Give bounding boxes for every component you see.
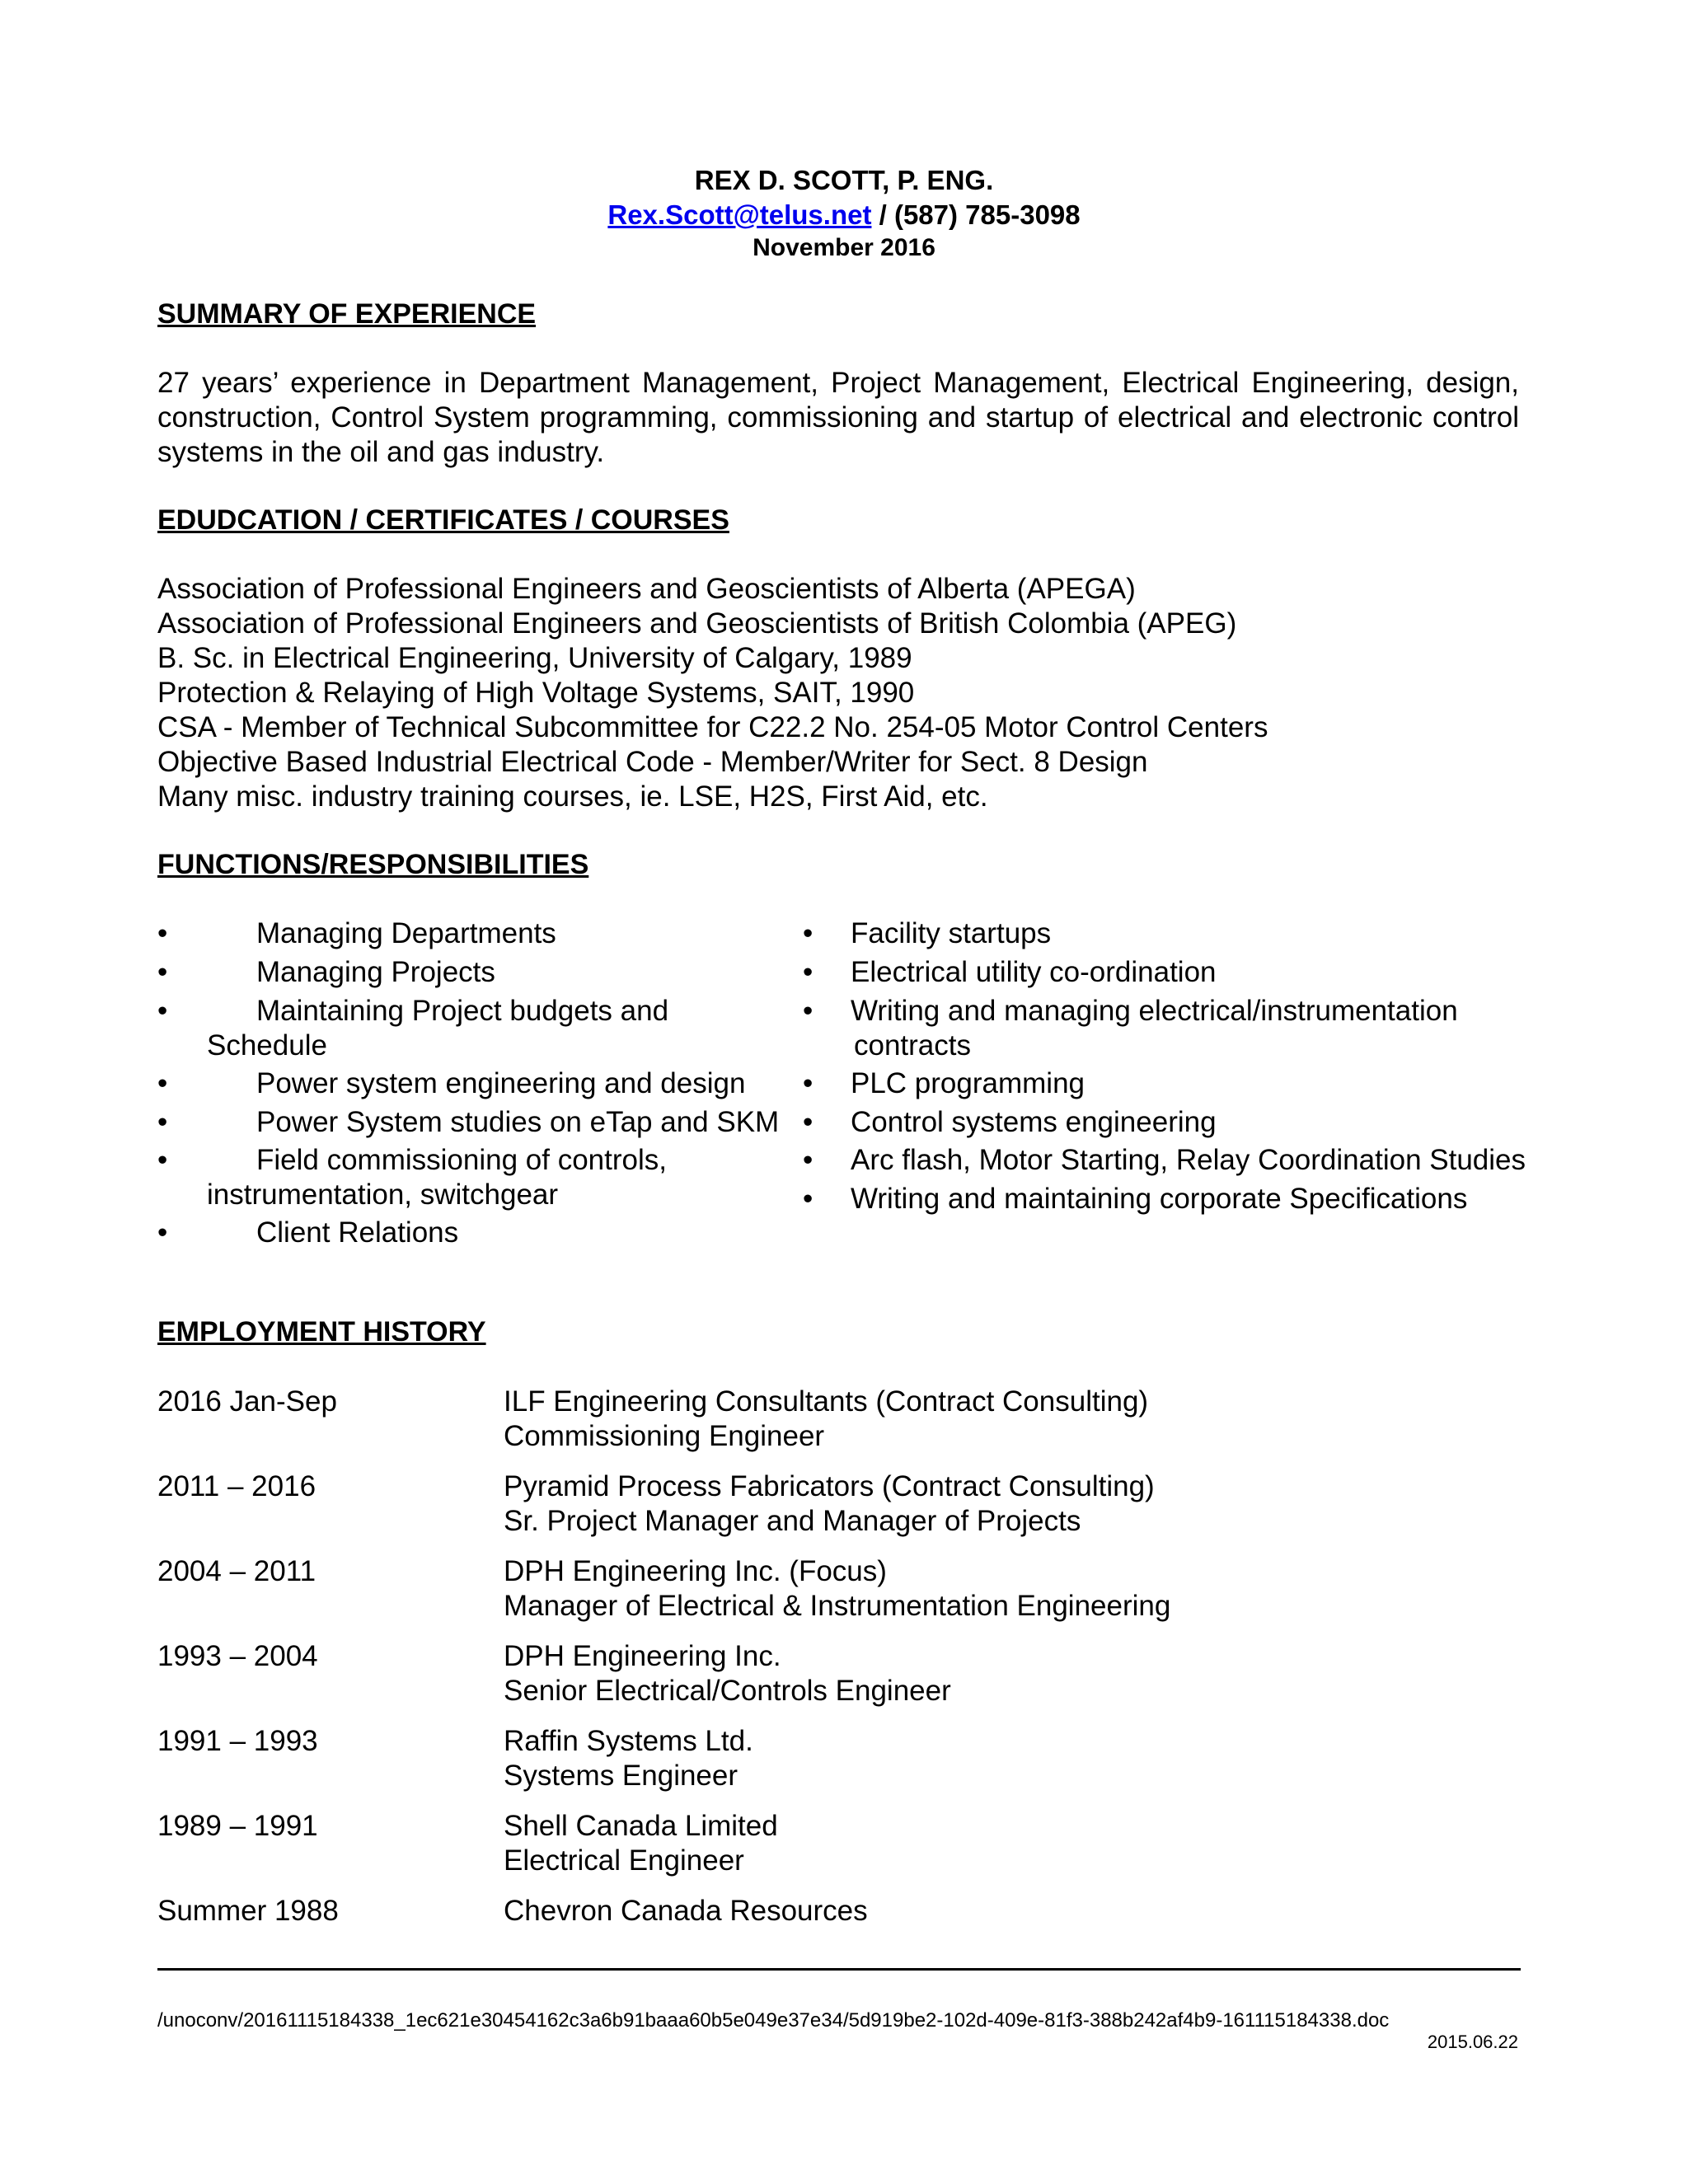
bullet-icon: • [157, 956, 168, 988]
employment-role: Commissioning Engineer [504, 1420, 825, 1452]
education-item: Many misc. industry training courses, ie. LSE, H2S, First Aid, etc. [157, 780, 988, 813]
employment-role: Electrical Engineer [504, 1844, 744, 1877]
employment-period: 1989 – 1991 [157, 1810, 318, 1842]
employment-period: 2011 – 2016 [157, 1470, 316, 1502]
bullet-icon: • [803, 1183, 814, 1215]
functions-heading: FUNCTIONS/RESPONSIBILITIES [157, 849, 589, 880]
employment-role: Systems Engineer [504, 1760, 738, 1792]
summary-text: 27 years’ experience in Department Management, Project Management, Electrical Engineering, design, construction, Control System programming, commissioning and startup of electrical and electronic control systems in the oil and gas industry. [157, 367, 1519, 468]
education-item: Protection & Relaying of High Voltage Systems, SAIT, 1990 [157, 677, 915, 709]
employment-company: Raffin Systems Ltd. [504, 1725, 753, 1757]
employment-company: Chevron Canada Resources [504, 1895, 868, 1927]
footer-date: 2015.06.22 [1427, 2032, 1518, 2052]
employment-role: Sr. Project Manager and Manager of Projects [504, 1505, 1081, 1537]
education-item: Association of Professional Engineers and Geoscientists of British Colombia (APEG) [157, 607, 1237, 640]
bullet-icon: • [803, 917, 814, 949]
bullet-icon: • [157, 1067, 168, 1099]
phone-number: / (587) 785-3098 [871, 199, 1081, 230]
bullet-icon: • [157, 1144, 168, 1176]
education-list [157, 572, 1519, 814]
employment-company: Pyramid Process Fabricators (Contract Consulting) [504, 1470, 1155, 1502]
employment-company: Shell Canada Limited [504, 1810, 778, 1842]
employment-company: ILF Engineering Consultants (Contract Consulting) [504, 1385, 1149, 1418]
bullet-icon: • [157, 995, 168, 1027]
education-item: CSA - Member of Technical Subcommittee for C22.2 No. 254-05 Motor Control Centers [157, 711, 1268, 743]
footer-divider [157, 1968, 1521, 1971]
employment-company: DPH Engineering Inc. (Focus) [504, 1555, 887, 1587]
employment-period: Summer 1988 [157, 1895, 339, 1927]
footer-file-path: /unoconv/20161115184338_1ec621e30454162c3a6b91baaa60b5e049e37e34/5d919be2-102d-409e-81f3-388b242af4b9-161115184338.doc [157, 2009, 1390, 2032]
employment-period: 2004 – 2011 [157, 1555, 316, 1587]
employment-period: 1991 – 1993 [157, 1725, 318, 1757]
resume-name: REX D. SCOTT, P. ENG. [694, 165, 994, 195]
email-link[interactable]: Rex.Scott@telus.net [607, 199, 872, 230]
summary-heading: SUMMARY OF EXPERIENCE [157, 298, 537, 330]
bullet-icon: • [803, 956, 814, 988]
education-item: Objective Based Industrial Electrical Code - Member/Writer for Sect. 8 Design [157, 746, 1148, 778]
education-heading: EDUDCATION / CERTIFICATES / COURSES [157, 504, 729, 536]
education-item: B. Sc. in Electrical Engineering, University of Calgary, 1989 [157, 642, 912, 674]
bullet-icon: • [803, 995, 814, 1027]
employment-period: 1993 – 2004 [157, 1640, 318, 1672]
employment-heading: EMPLOYMENT HISTORY [157, 1316, 486, 1347]
employment-role: Senior Electrical/Controls Engineer [504, 1675, 951, 1707]
bullet-icon: • [157, 1216, 168, 1249]
bullet-icon: • [803, 1067, 814, 1099]
contact-line [0, 199, 1688, 231]
bullet-icon: • [803, 1144, 814, 1176]
bullet-icon: • [803, 1106, 814, 1138]
employment-company: DPH Engineering Inc. [504, 1640, 781, 1672]
resume-date: November 2016 [753, 234, 935, 261]
bullet-icon: • [157, 1106, 168, 1138]
employment-period: 2016 Jan-Sep [157, 1385, 337, 1418]
education-item: Association of Professional Engineers and Geoscientists of Alberta (APEGA) [157, 573, 1136, 605]
bullet-icon: • [157, 917, 168, 949]
employment-role: Manager of Electrical & Instrumentation Engineering [504, 1590, 1171, 1622]
